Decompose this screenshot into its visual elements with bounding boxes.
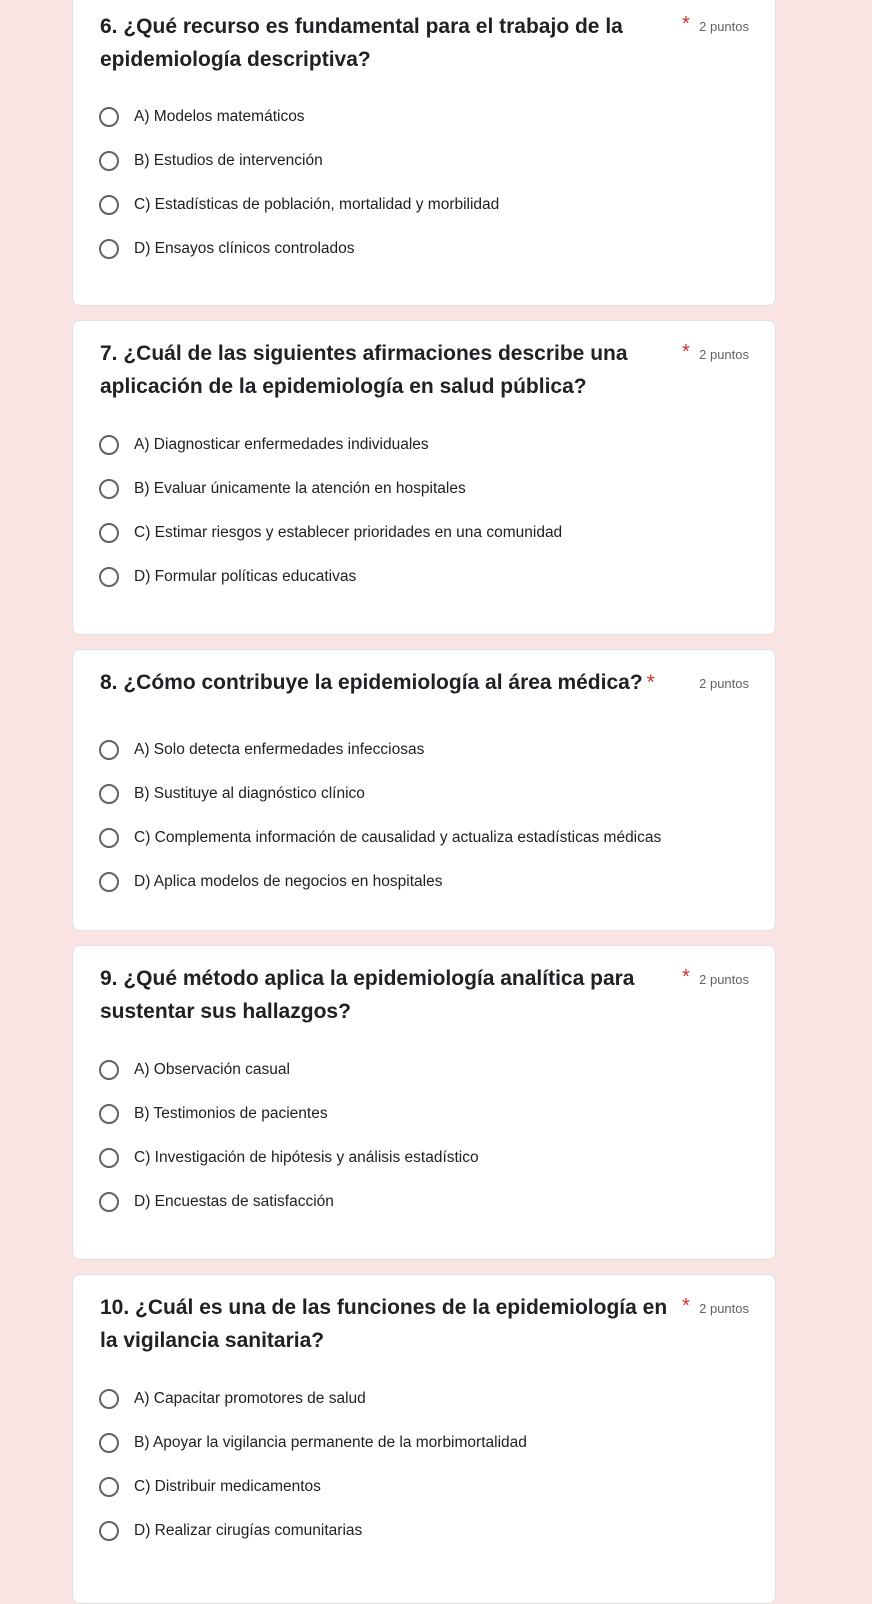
- radio-button[interactable]: [99, 479, 119, 499]
- option-d[interactable]: [99, 860, 755, 904]
- option-c[interactable]: [99, 1465, 755, 1509]
- option-b[interactable]: [99, 772, 755, 816]
- option-label: B) Apoyar la vigilancia permanente de la morbimortalidad: [134, 1434, 527, 1451]
- question-title: 6. ¿Qué recurso es fundamental para el trabajo de la epidemiología descriptiva?: [100, 15, 623, 71]
- option-label: A) Observación casual: [134, 1061, 290, 1078]
- question-card-9: [72, 945, 776, 1260]
- radio-button[interactable]: [99, 1060, 119, 1080]
- options-group: [99, 423, 755, 599]
- options-group: [99, 1048, 755, 1224]
- option-label: C) Complementa información de causalidad y actualiza estadísticas médicas: [134, 829, 662, 846]
- radio-button[interactable]: [99, 784, 119, 804]
- required-asterisk: *: [682, 341, 690, 363]
- points-label: 2 puntos: [699, 676, 749, 691]
- question-title: 9. ¿Qué método aplica la epidemiología analítica para sustentar sus hallazgos?: [100, 967, 635, 1023]
- points-label: 2 puntos: [699, 347, 749, 362]
- options-group: [99, 1377, 755, 1553]
- radio-button[interactable]: [99, 1192, 119, 1212]
- radio-button[interactable]: [99, 1148, 119, 1168]
- option-label: A) Diagnosticar enfermedades individuales: [134, 436, 429, 453]
- question-title: [100, 666, 700, 699]
- options-group: [99, 728, 755, 904]
- required-asterisk: *: [682, 13, 690, 35]
- radio-button[interactable]: [99, 1104, 119, 1124]
- option-label: D) Ensayos clínicos controlados: [134, 240, 355, 257]
- required-asterisk: *: [682, 1295, 690, 1317]
- radio-button[interactable]: [99, 740, 119, 760]
- option-d[interactable]: [99, 227, 755, 271]
- option-label: B) Evaluar únicamente la atención en hospitales: [134, 480, 466, 497]
- option-b[interactable]: [99, 139, 755, 183]
- radio-button[interactable]: [99, 435, 119, 455]
- option-label: B) Testimonios de pacientes: [134, 1105, 328, 1122]
- radio-button[interactable]: [99, 107, 119, 127]
- option-a[interactable]: [99, 423, 755, 467]
- option-d[interactable]: [99, 1180, 755, 1224]
- option-b[interactable]: [99, 467, 755, 511]
- radio-button[interactable]: [99, 1433, 119, 1453]
- radio-button[interactable]: [99, 828, 119, 848]
- question-title-text: 8. ¿Cómo contribuye la epidemiología al área médica?: [100, 671, 643, 694]
- option-label: C) Estimar riesgos y establecer prioridades en una comunidad: [134, 524, 563, 541]
- radio-button[interactable]: [99, 567, 119, 587]
- option-d[interactable]: [99, 1509, 755, 1553]
- radio-button[interactable]: [99, 195, 119, 215]
- option-label: A) Capacitar promotores de salud: [134, 1390, 366, 1407]
- points-label: 2 puntos: [699, 19, 749, 34]
- option-label: D) Aplica modelos de negocios en hospitales: [134, 873, 443, 890]
- option-a[interactable]: [99, 1377, 755, 1421]
- question-card-6: [72, 0, 776, 306]
- option-label: C) Estadísticas de población, mortalidad y morbilidad: [134, 196, 500, 213]
- question-card-7: [72, 320, 776, 635]
- question-title: 10. ¿Cuál es una de las funciones de la epidemiología en la vigilancia sanitaria?: [100, 1296, 668, 1352]
- option-b[interactable]: [99, 1421, 755, 1465]
- option-label: D) Formular políticas educativas: [134, 568, 357, 585]
- option-label: A) Modelos matemáticos: [134, 108, 305, 125]
- option-label: C) Investigación de hipótesis y análisis estadístico: [134, 1149, 479, 1166]
- option-label: B) Estudios de intervención: [134, 152, 323, 169]
- radio-button[interactable]: [99, 1389, 119, 1409]
- option-b[interactable]: [99, 1092, 755, 1136]
- radio-button[interactable]: [99, 239, 119, 259]
- points-label: 2 puntos: [699, 1301, 749, 1316]
- radio-button[interactable]: [99, 872, 119, 892]
- option-c[interactable]: [99, 816, 755, 860]
- option-label: D) Encuestas de satisfacción: [134, 1193, 334, 1210]
- option-c[interactable]: [99, 1136, 755, 1180]
- option-label: C) Distribuir medicamentos: [134, 1478, 321, 1495]
- option-d[interactable]: [99, 555, 755, 599]
- question-title: 7. ¿Cuál de las siguientes afirmaciones describe una aplicación de la epidemiología en salud pública?: [100, 342, 628, 398]
- option-label: A) Solo detecta enfermedades infecciosas: [134, 741, 425, 758]
- option-a[interactable]: [99, 1048, 755, 1092]
- radio-button[interactable]: [99, 151, 119, 171]
- points-label: 2 puntos: [699, 972, 749, 987]
- radio-button[interactable]: [99, 1477, 119, 1497]
- radio-button[interactable]: [99, 523, 119, 543]
- option-label: D) Realizar cirugías comunitarias: [134, 1522, 363, 1539]
- required-asterisk: *: [682, 966, 690, 988]
- option-label: B) Sustituye al diagnóstico clínico: [134, 785, 365, 802]
- radio-button[interactable]: [99, 1521, 119, 1541]
- options-group: [99, 95, 755, 271]
- question-card-8: [72, 649, 776, 931]
- option-a[interactable]: [99, 95, 755, 139]
- option-c[interactable]: [99, 511, 755, 555]
- option-c[interactable]: [99, 183, 755, 227]
- question-card-10: [72, 1274, 776, 1604]
- option-a[interactable]: [99, 728, 755, 772]
- required-asterisk: *: [646, 671, 655, 694]
